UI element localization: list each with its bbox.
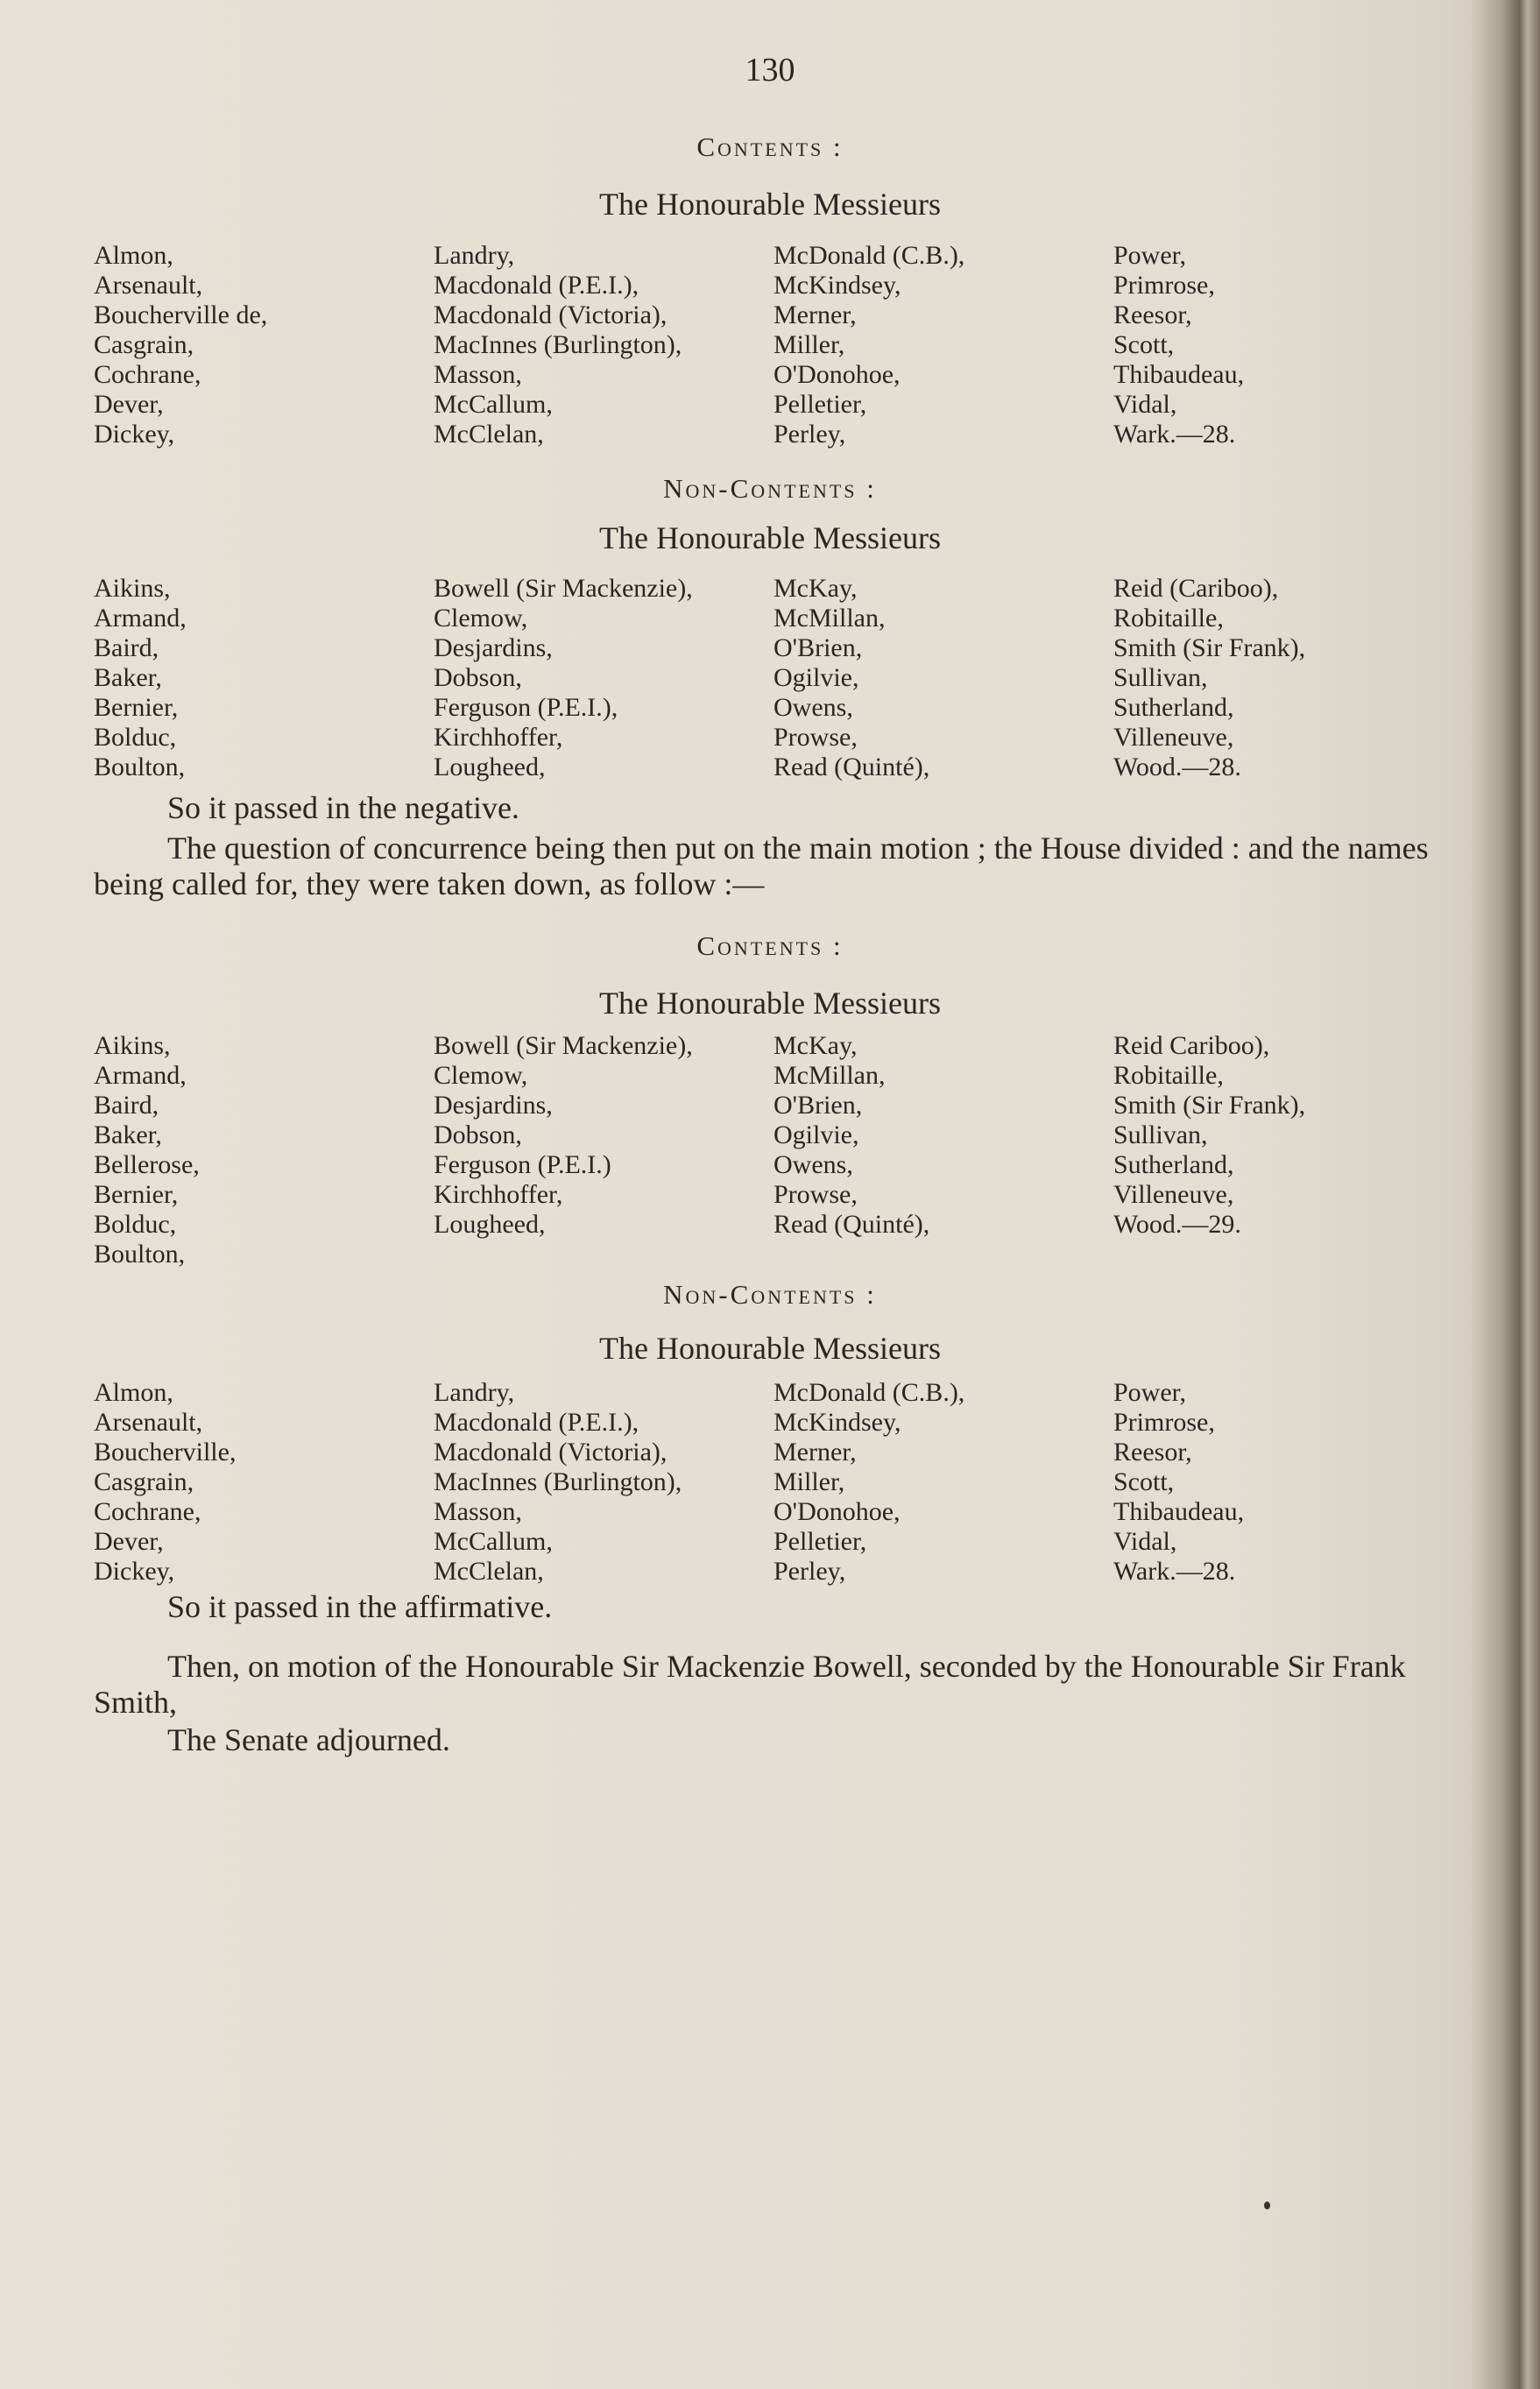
senator-name: Cochrane,	[94, 1497, 201, 1526]
name-column-3	[774, 241, 1113, 449]
senator-name: Sullivan,	[1113, 1120, 1208, 1149]
senator-name: McCallum,	[434, 1527, 553, 1556]
senator-name: Baird,	[94, 1091, 159, 1120]
senator-name: Wark.—28.	[1113, 1557, 1236, 1586]
senator-name: Perley,	[774, 420, 846, 449]
book-binding-edge	[1472, 0, 1540, 2389]
senator-name: Arsenault,	[94, 1408, 203, 1437]
name-column-3	[774, 1378, 1113, 1587]
name-column-3	[774, 574, 1113, 782]
name-column-2	[434, 574, 774, 782]
name-list-4	[94, 1378, 1408, 1587]
senator-name: Power,	[1113, 241, 1186, 270]
senator-name: Ferguson (P.E.I.),	[434, 693, 618, 722]
senator-name: Villeneuve,	[1113, 723, 1234, 752]
senator-name: Lougheed,	[434, 1210, 546, 1239]
name-column-1	[94, 574, 434, 782]
section-subheading-4: The Honourable Messieurs	[599, 1331, 941, 1366]
senator-name: Miller,	[774, 1467, 845, 1496]
senator-name: Merner,	[774, 300, 857, 329]
senator-name: Pelletier,	[774, 390, 867, 419]
senator-name: Vidal,	[1113, 390, 1177, 419]
senator-name: Landry,	[434, 1378, 515, 1407]
senator-name: Cochrane,	[94, 360, 201, 389]
senator-name: Baker,	[94, 1120, 162, 1149]
section-heading-contents-1: Contents :	[696, 131, 844, 162]
name-column-1	[94, 241, 434, 449]
senator-name: McDonald (C.B.),	[774, 1378, 965, 1407]
section-heading-non-contents-2: Non-Contents :	[663, 1279, 877, 1310]
senator-name: O'Brien,	[774, 633, 863, 662]
section-heading-non-contents-1: Non-Contents :	[663, 473, 877, 504]
senator-name: McMillan,	[774, 604, 886, 633]
adjourned-text: The Senate adjourned.	[167, 1722, 450, 1757]
senator-name: Dobson,	[434, 663, 522, 692]
name-column-1	[94, 1031, 434, 1269]
senator-name: MacInnes (Burlington),	[434, 330, 682, 359]
senator-name: Miller,	[774, 330, 845, 359]
section-subheading-2: The Honourable Messieurs	[599, 520, 941, 555]
senator-name: Casgrain,	[94, 1467, 194, 1496]
senator-name: Prowse,	[774, 1180, 858, 1209]
name-column-4	[1113, 241, 1408, 449]
section-subheading-3: The Honourable Messieurs	[599, 986, 941, 1021]
senator-name: Perley,	[774, 1557, 846, 1586]
name-column-2	[434, 1031, 774, 1269]
senator-name: O'Donohoe,	[774, 1497, 901, 1526]
senator-name: Boulton,	[94, 1240, 186, 1269]
senator-name: Armand,	[94, 604, 187, 633]
senator-name: Aikins,	[94, 1031, 171, 1060]
senator-name: Primrose,	[1113, 271, 1215, 300]
senator-name: Smith (Sir Frank),	[1113, 633, 1306, 662]
senator-name: Reid (Cariboo),	[1113, 574, 1279, 603]
senator-name: Primrose,	[1113, 1408, 1215, 1437]
senator-name: Smith (Sir Frank),	[1113, 1091, 1306, 1120]
senator-name: Reesor,	[1113, 300, 1192, 329]
senator-name: Ferguson (P.E.I.)	[434, 1150, 611, 1179]
senator-name: Scott,	[1113, 330, 1175, 359]
name-list-1	[94, 241, 1408, 449]
senator-name: Armand,	[94, 1061, 187, 1090]
passed-negative-text: So it passed in the negative.	[167, 790, 519, 825]
senator-name: McMillan,	[774, 1061, 886, 1090]
senator-name: Clemow,	[434, 1061, 528, 1090]
senator-name: Wark.—28.	[1113, 420, 1236, 449]
senator-name: Masson,	[434, 360, 522, 389]
senator-name: Macdonald (P.E.I.),	[434, 271, 639, 300]
senator-name: McClelan,	[434, 420, 544, 449]
senator-name: Owens,	[774, 1150, 853, 1179]
senator-name: O'Brien,	[774, 1091, 863, 1120]
name-column-4	[1113, 1031, 1408, 1269]
senator-name: Reesor,	[1113, 1438, 1192, 1467]
senator-name: Bellerose,	[94, 1150, 200, 1179]
name-column-2	[434, 241, 774, 449]
senator-name: Read (Quinté),	[774, 1210, 930, 1239]
senator-name: Dickey,	[94, 1557, 175, 1586]
senator-name: Kirchhoffer,	[434, 723, 563, 752]
senator-name: Macdonald (P.E.I.),	[434, 1408, 639, 1437]
senator-name: McKay,	[774, 574, 858, 603]
senator-name: McKay,	[774, 1031, 858, 1060]
senator-name: McKindsey,	[774, 271, 901, 300]
ink-speck	[1264, 2202, 1270, 2209]
section-heading-contents-2: Contents :	[696, 930, 844, 961]
senator-name: McKindsey,	[774, 1408, 901, 1437]
senator-name: Aikins,	[94, 574, 171, 603]
senator-name: Bernier,	[94, 1180, 179, 1209]
senator-name: Casgrain,	[94, 330, 194, 359]
senator-name: Desjardins,	[434, 633, 553, 662]
senator-name: Masson,	[434, 1497, 522, 1526]
senator-name: Boulton,	[94, 753, 186, 781]
senator-name: Robitaille,	[1113, 1061, 1224, 1090]
senator-name: Bolduc,	[94, 1210, 177, 1239]
senator-name: Thibaudeau,	[1113, 1497, 1245, 1526]
senator-name: McClelan,	[434, 1557, 544, 1586]
motion-paragraph: Then, on motion of the Honourable Sir Mackenzie Bowell, seconded by the Honourable Sir Frank Smith,	[94, 1649, 1406, 1720]
senator-name: Dever,	[94, 1527, 164, 1556]
senator-name: O'Donohoe,	[774, 360, 901, 389]
senator-name: Reid Cariboo),	[1113, 1031, 1270, 1060]
senator-name: Macdonald (Victoria),	[434, 1438, 668, 1467]
senator-name: Read (Quinté),	[774, 753, 930, 781]
senator-name: Boucherville,	[94, 1438, 237, 1467]
senator-name: Baird,	[94, 633, 159, 662]
senator-name: Wood.—29.	[1113, 1210, 1241, 1239]
senator-name: McCallum,	[434, 390, 553, 419]
senator-name: Dever,	[94, 390, 164, 419]
senator-name: Merner,	[774, 1438, 857, 1467]
name-list-3	[94, 1031, 1408, 1269]
senator-name: Power,	[1113, 1378, 1186, 1407]
senator-name: Prowse,	[774, 723, 858, 752]
senator-name: Owens,	[774, 693, 853, 722]
senator-name: Wood.—28.	[1113, 753, 1241, 781]
senator-name: Robitaille,	[1113, 604, 1224, 633]
senator-name: Desjardins,	[434, 1091, 553, 1120]
senator-name: Macdonald (Victoria),	[434, 300, 668, 329]
senator-name: Pelletier,	[774, 1527, 867, 1556]
senator-name: Bowell (Sir Mackenzie),	[434, 1031, 693, 1060]
senator-name: Bolduc,	[94, 723, 177, 752]
question-paragraph: The question of concurrence being then put on the main motion ; the House divided : and the names being called for, they were taken down, as follow :—	[94, 830, 1429, 901]
senator-name: Sutherland,	[1113, 1150, 1234, 1179]
passed-affirmative-text: So it passed in the affirmative.	[167, 1589, 553, 1624]
senator-name: Thibaudeau,	[1113, 360, 1245, 389]
name-list-2	[94, 574, 1408, 782]
senator-name: Boucherville de,	[94, 300, 268, 329]
page-number: 130	[745, 52, 795, 88]
senator-name: Sullivan,	[1113, 663, 1208, 692]
senator-name: Lougheed,	[434, 753, 546, 781]
senator-name: Dickey,	[94, 420, 175, 449]
senator-name: Ogilvie,	[774, 1120, 859, 1149]
name-column-3	[774, 1031, 1113, 1269]
senator-name: Baker,	[94, 663, 162, 692]
name-column-4	[1113, 1378, 1408, 1587]
senator-name: Vidal,	[1113, 1527, 1177, 1556]
senator-name: McDonald (C.B.),	[774, 241, 965, 270]
name-column-2	[434, 1378, 774, 1587]
senator-name: Kirchhoffer,	[434, 1180, 563, 1209]
senator-name: Ogilvie,	[774, 663, 859, 692]
senator-name: Bowell (Sir Mackenzie),	[434, 574, 693, 603]
senator-name: Almon,	[94, 241, 173, 270]
senator-name: Arsenault,	[94, 271, 203, 300]
senator-name: Bernier,	[94, 693, 179, 722]
name-column-1	[94, 1378, 434, 1587]
senator-name: Scott,	[1113, 1467, 1175, 1496]
senator-name: Almon,	[94, 1378, 173, 1407]
senator-name: Landry,	[434, 241, 515, 270]
senator-name: Sutherland,	[1113, 693, 1234, 722]
senator-name: MacInnes (Burlington),	[434, 1467, 682, 1496]
section-subheading-1: The Honourable Messieurs	[599, 187, 941, 222]
senator-name: Villeneuve,	[1113, 1180, 1234, 1209]
name-column-4	[1113, 574, 1408, 782]
senator-name: Dobson,	[434, 1120, 522, 1149]
senator-name: Clemow,	[434, 604, 528, 633]
